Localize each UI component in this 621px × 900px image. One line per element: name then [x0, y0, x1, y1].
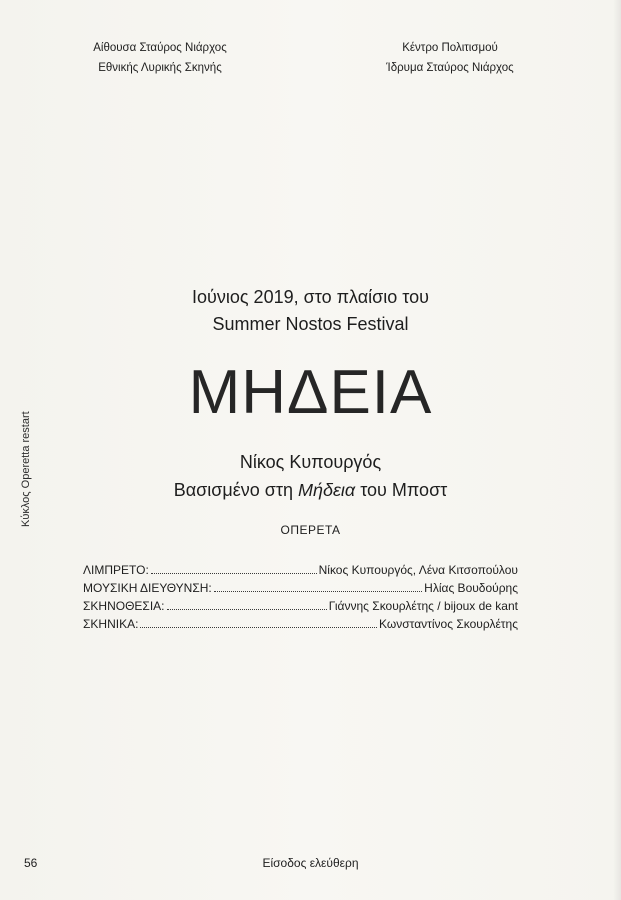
based-on — [0, 480, 621, 501]
credit-role: ΣΚΗΝΟΘΕΣΙΑ: — [83, 599, 165, 613]
credit-name: Γιάννης Σκουρλέτης / bijoux de kant — [328, 599, 518, 613]
credit-row — [83, 597, 518, 615]
based-on-suffix: του Μποστ — [360, 480, 448, 500]
credit-name: Ηλίας Βουδούρης — [424, 581, 518, 595]
credit-row — [83, 561, 518, 579]
dot-leader — [151, 562, 317, 574]
venue-left-line-1: Αίθουσα Σταύρος Νιάρχος — [93, 42, 227, 54]
footer-note: Είσοδος ελεύθερη — [262, 856, 359, 870]
credit-role: ΣΚΗΝΙΚΑ: — [83, 617, 139, 631]
venue-right — [350, 38, 550, 78]
based-on-work: Μήδεια — [298, 480, 356, 500]
dot-leader — [214, 580, 422, 592]
venue-left-line-2: Εθνικής Λυρικής Σκηνής — [98, 62, 222, 74]
composer: Νίκος Κυπουργός — [239, 452, 382, 472]
page-title: ΜΗΔΕΙΑ — [188, 358, 433, 427]
dot-leader — [140, 616, 377, 628]
credit-role: ΜΟΥΣΙΚΗ ΔΙΕΥΘΥΝΣΗ: — [83, 581, 212, 595]
venue-right-line-1: Κέντρο Πολιτισμού — [402, 42, 498, 54]
genre: ΟΠΕΡΕΤΑ — [280, 523, 341, 537]
side-series-label: Κύκλος Operetta restart — [20, 411, 32, 527]
credit-row — [83, 615, 518, 633]
credit-name: Νίκος Κυπουργός, Λένα Κιτσοπούλου — [318, 563, 518, 577]
page-number: 56 — [24, 856, 38, 870]
dot-leader — [167, 598, 327, 610]
venue-right-line-2: Ίδρυμα Σταύρος Νιάρχος — [386, 62, 514, 74]
credit-row — [83, 579, 518, 597]
credits-list — [83, 561, 518, 633]
credit-name: Κωνσταντίνος Σκουρλέτης — [379, 617, 518, 631]
festival-name: Summer Nostos Festival — [212, 314, 409, 334]
page-edge-shadow — [613, 0, 621, 900]
based-on-prefix: Βασισμένο στη — [173, 480, 293, 500]
date-line: Ιούνιος 2019, στο πλαίσιο του — [192, 287, 429, 307]
venue-left — [60, 38, 260, 78]
credit-role: ΛΙΜΠΡΕΤΟ: — [83, 563, 149, 577]
